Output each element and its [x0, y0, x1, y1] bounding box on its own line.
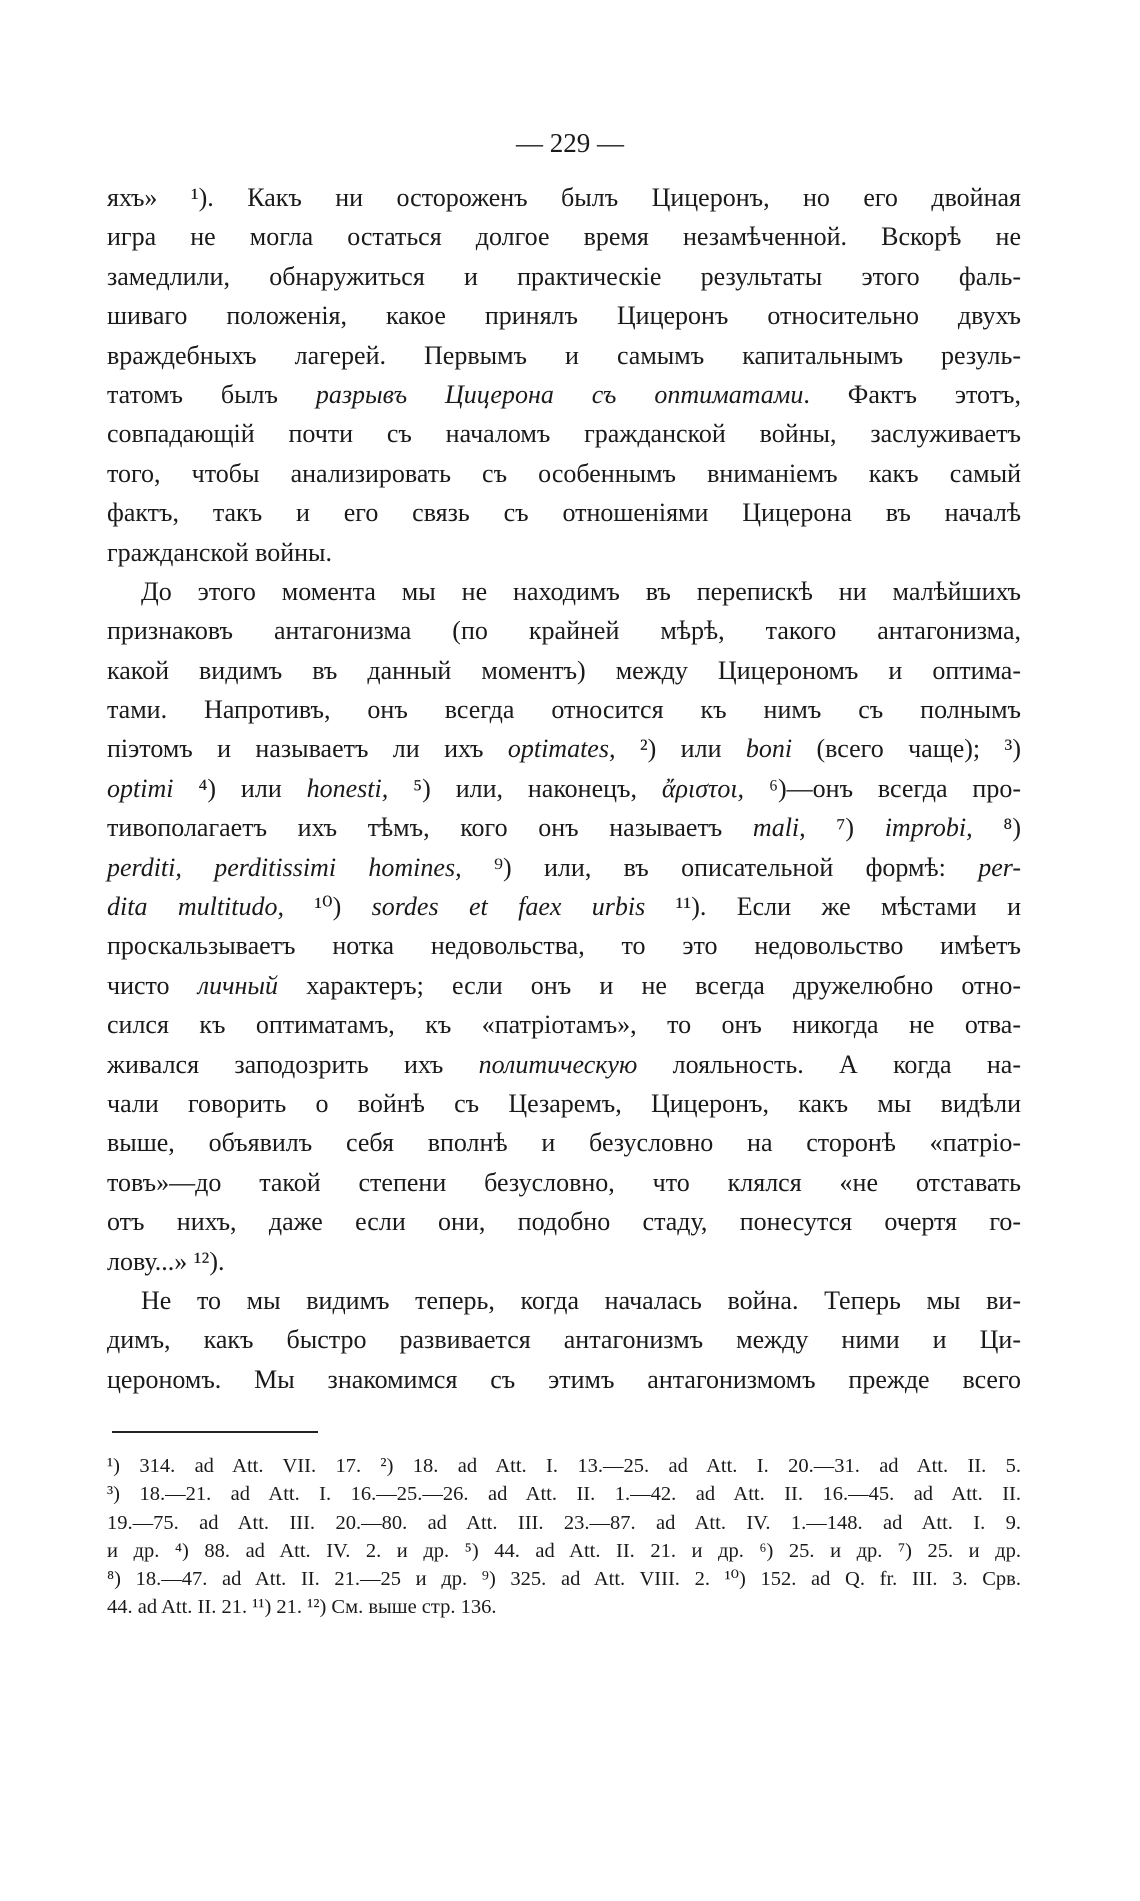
- footnotes: [107, 1452, 1021, 1622]
- text-span: . Фактъ этотъ,: [803, 379, 1022, 409]
- text-line: [107, 848, 1021, 887]
- text-line: [107, 1202, 1021, 1241]
- text-line: [107, 808, 1021, 847]
- text-span: До этого момента мы не находимъ въ перепискѣ ни малѣйшихъ: [141, 576, 1021, 606]
- text-span: игра не могла остаться долгое время незамѣченной. Вскорѣ не: [107, 222, 1021, 252]
- text-span: отъ нихъ, даже если они, подобно стаду, понесутся очертя го-: [107, 1207, 1021, 1237]
- text-span: татомъ былъ: [107, 379, 316, 409]
- text-line: [107, 257, 1021, 296]
- italic-text: sordes et faex urbis: [371, 892, 646, 922]
- text-line: [107, 1084, 1021, 1123]
- text-span: тами. Напротивъ, онъ всегда относится къ нимъ съ полнымъ: [107, 695, 1021, 725]
- text-line: [107, 926, 1021, 965]
- text-line: [107, 493, 1021, 532]
- text-line: [107, 375, 1021, 414]
- text-line: [107, 769, 1021, 808]
- text-line: [107, 572, 1021, 611]
- text-line: [107, 1123, 1021, 1162]
- italic-text: perditi, perditissimi homines,: [107, 852, 462, 882]
- footnote-line: ⁸) 18.—47. ad Att. II. 21.—25 и др. ⁹) 325. ad Att. VIII. 2. ¹⁰) 152. ad Q. fr. III. 3. Срв.: [107, 1568, 1021, 1591]
- text-span: ²) или: [615, 734, 746, 764]
- text-span: какой видимъ въ данный моментъ) между Цицерономъ и оптима-: [107, 655, 1021, 685]
- text-span: чали говорить о войнѣ съ Цезаремъ, Цицеронъ, какъ мы видѣли: [107, 1088, 1021, 1118]
- italic-text: mali,: [752, 813, 806, 843]
- footnote-line: 19.—75. ad Att. III. 20.—80. ad Att. III. 23.—87. ad Att. IV. 1.—148. ad Att. I. 9.: [107, 1511, 1021, 1534]
- text-line: [107, 178, 1021, 217]
- italic-text: личный: [197, 970, 278, 1000]
- text-span: димъ, какъ быстро развивается антагонизмъ между ними и Ци-: [107, 1325, 1021, 1355]
- italic-text: per-: [978, 852, 1021, 882]
- text-span: (всего чаще); ³): [792, 734, 1021, 764]
- italic-text: honesti,: [306, 773, 389, 803]
- text-span: лову...» ¹²).: [107, 1246, 225, 1276]
- text-line: [107, 1005, 1021, 1044]
- text-line: [107, 611, 1021, 650]
- text-line: [107, 414, 1021, 453]
- italic-text: политическую: [478, 1049, 638, 1079]
- text-span: гражданской войны.: [107, 537, 333, 567]
- text-span: товъ»—до такой степени безусловно, что клялся «не отставать: [107, 1167, 1021, 1197]
- text-span: совпадающій почти съ началомъ гражданской войны, заслуживаетъ: [107, 419, 1021, 449]
- text-line: [107, 1045, 1021, 1084]
- text-span: шиваго положенія, какое принялъ Цицеронъ относительно двухъ: [107, 301, 1021, 331]
- text-span: живался заподозрить ихъ: [107, 1049, 479, 1079]
- text-line: [107, 1320, 1021, 1359]
- italic-text: ἄριστοι,: [661, 773, 745, 803]
- text-span: ¹⁰): [284, 892, 372, 922]
- text-line: [107, 533, 1021, 572]
- text-line: [107, 336, 1021, 375]
- text-span: ⁶)—онъ всегда про-: [744, 773, 1022, 803]
- text-span: выше, объявилъ себя вполнѣ и безусловно на сторонѣ «патріо-: [107, 1128, 1021, 1158]
- text-line: [107, 887, 1021, 926]
- text-line: [107, 1163, 1021, 1202]
- text-span: церономъ. Мы знакомимся съ этимъ антагонизмомъ прежде всего: [107, 1364, 1021, 1394]
- text-span: ¹¹). Если же мѣстами и: [645, 892, 1021, 922]
- text-line: [107, 454, 1021, 493]
- text-line: [107, 1360, 1021, 1399]
- body-text: [107, 178, 1021, 1399]
- italic-text: dita multitudo,: [107, 892, 284, 922]
- text-span: ⁸): [972, 813, 1021, 843]
- footnote-divider: [112, 1431, 318, 1433]
- text-line: [107, 1242, 1021, 1281]
- text-span: чисто: [107, 970, 198, 1000]
- text-span: сился къ оптиматамъ, къ «патріотамъ», то онъ никогда не отва-: [107, 1010, 1021, 1040]
- footnote-line: 44. ad Att. II. 21. ¹¹) 21. ¹²) См. выше стр. 136.: [107, 1596, 497, 1619]
- text-span: лояльность. А когда на-: [637, 1049, 1022, 1079]
- italic-text: improbi,: [884, 813, 973, 843]
- page-number: — 229 —: [516, 128, 624, 158]
- text-span: характеръ; если онъ и не всегда дружелюбно отно-: [278, 970, 1021, 1000]
- text-span: ⁹) или, въ описательной формѣ:: [461, 852, 979, 882]
- text-line: [107, 651, 1021, 690]
- footnote-line: и др. ⁴) 88. ad Att. IV. 2. и др. ⁵) 44. ad Att. II. 21. и др. ⁶) 25. и др. ⁷) 25. и др.: [107, 1539, 1021, 1562]
- text-span: проскальзываетъ нотка недовольства, то это недовольство имѣетъ: [107, 931, 1021, 961]
- text-span: ⁵) или, наконецъ,: [388, 773, 662, 803]
- italic-text: разрывъ Цицерона съ оптиматами: [315, 379, 804, 409]
- text-span: замедлили, обнаружиться и практическіе результаты этого фаль-: [107, 261, 1021, 291]
- text-span: ⁴) или: [173, 773, 307, 803]
- text-span: тивополагаетъ ихъ тѣмъ, кого онъ называетъ: [107, 813, 753, 843]
- text-span: Не то мы видимъ теперь, когда началась война. Теперь мы ви-: [141, 1285, 1021, 1315]
- text-span: піэтомъ и называетъ ли ихъ: [107, 734, 508, 764]
- text-span: враждебныхъ лагерей. Первымъ и самымъ капитальнымъ резуль-: [107, 340, 1021, 370]
- text-span: ⁷): [805, 813, 885, 843]
- italic-text: optimi: [107, 773, 174, 803]
- text-span: фактъ, такъ и его связь съ отношеніями Цицерона въ началѣ: [107, 498, 1021, 528]
- text-span: того, чтобы анализировать съ особеннымъ вниманіемъ какъ самый: [107, 458, 1021, 488]
- footnote-line: ¹) 314. ad Att. VII. 17. ²) 18. ad Att. I. 13.—25. ad Att. I. 20.—31. ad Att. II. 5.: [107, 1455, 1021, 1477]
- italic-text: optimates,: [507, 734, 616, 764]
- italic-text: boni: [745, 734, 793, 764]
- footnote-line: ³) 18.—21. ad Att. I. 16.—25.—26. ad Att. II. 1.—42. ad Att. II. 16.—45. ad Att. II.: [107, 1483, 1021, 1506]
- text-line: [107, 1281, 1021, 1320]
- text-span: яхъ» ¹). Какъ ни остороженъ былъ Цицеронъ, но его двойная: [107, 183, 1021, 212]
- text-span: признаковъ антагонизма (по крайней мѣрѣ, такого антагонизма,: [107, 616, 1021, 646]
- text-line: [107, 966, 1021, 1005]
- text-line: [107, 690, 1021, 729]
- text-line: [107, 729, 1021, 768]
- text-line: [107, 217, 1021, 256]
- text-line: [107, 296, 1021, 335]
